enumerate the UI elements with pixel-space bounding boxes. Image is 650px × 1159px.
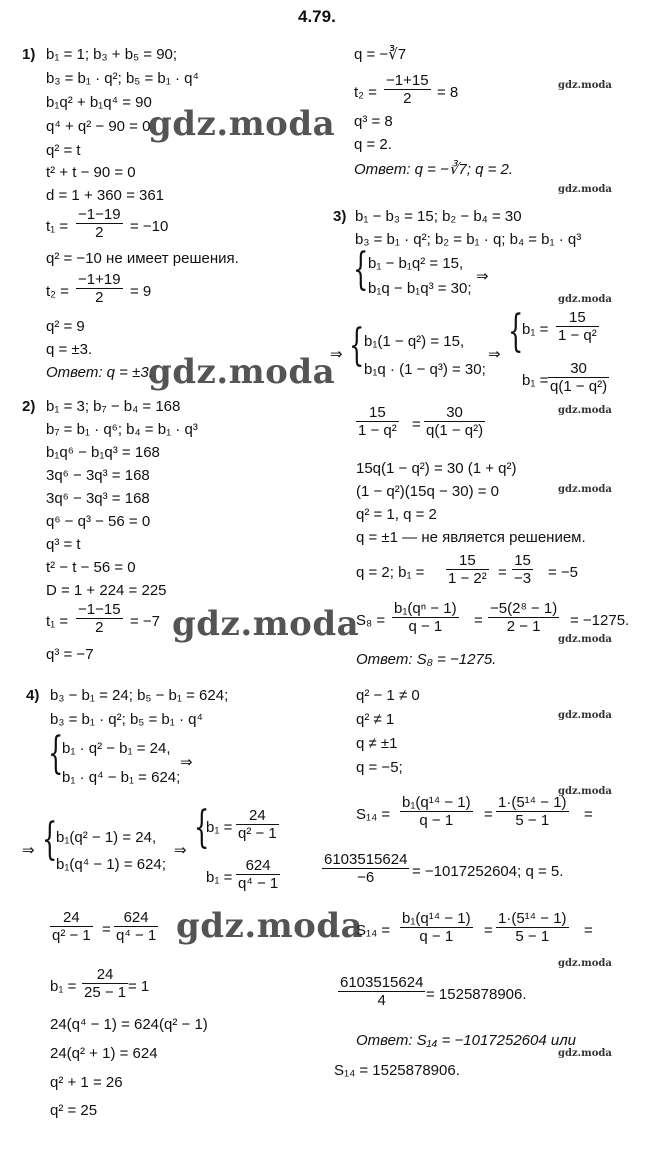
denominator: 1 − 2² (448, 570, 487, 587)
numerator: 15 (369, 404, 386, 421)
p1b-line: = 8 (437, 84, 459, 101)
p3-fraction-eqL (356, 404, 399, 439)
p3-answer: Ответ: S₈ = −1275. (356, 651, 497, 668)
p1-fraction-t2 (76, 271, 123, 306)
p4b-fraction-v1 (322, 851, 409, 886)
p3-fraction-eqR (424, 404, 485, 439)
numerator: 1·(5¹⁴ − 1) (498, 910, 567, 927)
equals-sign: = (498, 564, 507, 581)
p4b-line: = (484, 922, 493, 939)
p2-fraction (76, 601, 123, 636)
p4b-line: q² − 1 ≠ 0 (356, 687, 420, 704)
watermark-small: gdz.moda (558, 184, 612, 195)
numerator: −1+19 (78, 271, 121, 288)
p3-line: = −1275. (570, 612, 630, 629)
watermark-small: gdz.moda (558, 958, 612, 969)
p1-line: q⁴ + q² − 90 = 0 (46, 118, 151, 135)
problem-number: 4.79. (298, 7, 336, 26)
denominator: 4 (377, 992, 386, 1009)
p4b-line: = −1017252604; q = 5. (412, 863, 564, 880)
p4b-line: = (484, 806, 493, 823)
p3-line: q² = 1, q = 2 (356, 506, 437, 523)
brace: { (42, 814, 58, 865)
p2-line: D = 1 + 224 = 225 (46, 582, 167, 599)
denominator: q(1 − q²) (550, 378, 608, 395)
watermark-small: gdz.moda (558, 405, 612, 416)
p3-fraction-b1a (556, 309, 599, 344)
p4-line: b₁ = (206, 819, 233, 836)
numerator: 624 (123, 909, 149, 926)
denominator: q⁴ − 1 (238, 875, 279, 892)
p4-line: = (102, 921, 111, 938)
p1b-line: q³ = 8 (354, 113, 393, 130)
numerator: −1−19 (78, 206, 121, 223)
equals-sign: = (412, 416, 421, 433)
p3-line: q = 2; b₁ = (356, 564, 425, 581)
denominator: q² − 1 (238, 825, 277, 842)
denominator: 2 − 1 (506, 618, 541, 635)
denominator: 2 (403, 90, 412, 107)
p4b-fraction-v2 (338, 974, 425, 1009)
watermark-small: gdz.moda (558, 294, 612, 305)
watermark-small: gdz.moda (558, 1048, 612, 1059)
denominator: −6 (357, 869, 375, 886)
watermark: gdz.moda (148, 104, 336, 144)
p3-fraction-b1b (548, 360, 609, 395)
p4b-line: S₁₄ = (356, 806, 391, 823)
implies-arrow: ⇒ (330, 346, 343, 363)
p4b-fraction-s14d (496, 910, 569, 945)
watermark: gdz.moda (148, 352, 336, 392)
watermark-small: gdz.moda (558, 484, 612, 495)
p2-line: q³ = −7 (46, 646, 94, 663)
p3-line: b₁q · (1 − q³) = 30; (364, 361, 486, 378)
denominator: 5 − 1 (515, 812, 550, 829)
p1-line: q² = 9 (46, 318, 85, 335)
denominator: 2 (95, 619, 104, 636)
denominator: 5 − 1 (515, 928, 550, 945)
numerator: 15 (459, 552, 476, 569)
p4b-line: q ≠ ±1 (356, 735, 398, 752)
watermark-small: gdz.moda (558, 710, 612, 721)
p4-line: b₁ = (206, 869, 233, 886)
implies-arrow: ⇒ (22, 842, 35, 859)
numerator: −1+15 (386, 72, 429, 89)
p4b-line: q² ≠ 1 (356, 711, 395, 728)
p4b-line: q = −5; (356, 759, 403, 776)
numerator: 24 (96, 966, 114, 983)
p3-line: b₁ − b₁q² = 15, (368, 255, 464, 272)
denominator: q⁴ − 1 (116, 927, 157, 944)
p1b-answer: Ответ: q = −∛7; q = 2. (354, 161, 514, 178)
denominator: 25 − 1 (84, 984, 127, 1001)
p1-line: b₃ = b₁ · q²; b₅ = b₁ · q⁴ (46, 70, 199, 87)
denominator: q² − 1 (52, 927, 91, 944)
p4b-fraction-s14b (496, 794, 569, 829)
part-4-label: 4) (26, 687, 40, 704)
p2-line: b₁ = 3; b₇ − b₄ = 168 (46, 398, 181, 415)
p2-line: b₁q⁶ − b₁q³ = 168 (46, 444, 160, 461)
p4-line: = 1 (128, 978, 150, 995)
p3-fraction-s8a (392, 600, 459, 635)
numerator: −5(2⁸ − 1) (490, 600, 558, 617)
p2-line: 3q⁶ − 3q³ = 168 (46, 490, 150, 507)
p1b-line: q = −∛7 (354, 46, 407, 63)
brace: { (48, 728, 64, 779)
numerator: 1·(5¹⁴ − 1) (498, 794, 567, 811)
watermark: gdz.moda (176, 906, 364, 946)
p4-fraction-b1c (82, 966, 128, 1001)
watermark-small: gdz.moda (558, 634, 612, 645)
p3-line: (1 − q²)(15q − 30) = 0 (356, 483, 499, 500)
numerator: 15 (569, 309, 586, 326)
p1-line: d = 1 + 360 = 361 (46, 187, 165, 204)
p4-fraction-b1b (236, 857, 280, 892)
numerator: 6103515624 (340, 974, 424, 991)
part-1-label: 1) (22, 46, 36, 63)
p3-line: 15q(1 − q²) = 30 (1 + q²) (356, 460, 517, 477)
p4-line: q² + 1 = 26 (50, 1074, 123, 1091)
p1-line: t₂ = (46, 283, 69, 300)
p2-line: t₁ = (46, 613, 69, 630)
p4b-line: = 1525878906. (426, 986, 527, 1003)
p3-line: b₃ = b₁ · q²; b₂ = b₁ · q; b₄ = b₁ · q³ (355, 231, 582, 248)
numerator: 24 (63, 909, 80, 926)
numerator: 24 (249, 807, 266, 824)
p2-line: = −7 (130, 613, 161, 630)
p3-fraction-b1c (446, 552, 489, 587)
p4-line: b₃ − b₁ = 24; b₅ − b₁ = 624; (50, 687, 229, 704)
p4-line: b₁ = (50, 978, 77, 995)
p1b-fraction (384, 72, 431, 107)
p3-line: b₁ = (522, 321, 549, 338)
brace: { (508, 306, 524, 357)
p4-fraction-eqR (114, 909, 158, 944)
p2-line: q³ = t (46, 536, 81, 553)
equals-sign: = (474, 612, 483, 629)
numerator: b₁(q¹⁴ − 1) (402, 910, 471, 927)
numerator: 624 (245, 857, 271, 874)
numerator: 30 (446, 404, 463, 421)
p4-line: 24(q⁴ − 1) = 624(q² − 1) (50, 1016, 208, 1033)
implies-arrow: ⇒ (476, 268, 489, 285)
p2-line: 3q⁶ − 3q³ = 168 (46, 467, 150, 484)
watermark-small: gdz.moda (558, 80, 612, 91)
p3-fraction-b1d (512, 552, 533, 587)
p1-line: q² = −10 не имеет решения. (46, 250, 239, 267)
p3-fraction-s8b (488, 600, 559, 635)
p1-line: t₁ = (46, 218, 69, 235)
watermark: gdz.moda (172, 604, 360, 644)
p3-line: = −5 (548, 564, 579, 581)
p1-line: b₁ = 1; b₃ + b₅ = 90; (46, 46, 178, 63)
p3-line: b₁(1 − q²) = 15, (364, 333, 465, 350)
p4-line: q² = 25 (50, 1102, 98, 1119)
numerator: b₁(q¹⁴ − 1) (402, 794, 471, 811)
denominator: q − 1 (408, 618, 443, 635)
p1-fraction-t1 (76, 206, 123, 241)
p4b-line: S₁₄ = (356, 922, 391, 939)
brace: { (194, 802, 210, 853)
brace: { (353, 244, 369, 295)
part-2-label: 2) (22, 398, 36, 415)
p1-line: = 9 (130, 283, 152, 300)
denominator: 2 (95, 289, 104, 306)
p1-line: = −10 (130, 218, 169, 235)
p4b-answer: Ответ: S₁₄ = −1017252604 или (356, 1032, 577, 1049)
p4b-line: = (584, 806, 593, 823)
p4b-answer-cont: S₁₄ = 1525878906. (334, 1062, 460, 1079)
p1-line: q = ±3. (46, 341, 93, 358)
p1-answer: Ответ: q = ±3. (46, 364, 153, 381)
p2-line: b₇ = b₁ · q⁶; b₄ = b₁ · q³ (46, 421, 198, 438)
p4-fraction-b1a (236, 807, 279, 842)
p4-line: b₁ · q⁴ − b₁ = 624; (62, 769, 181, 786)
implies-arrow: ⇒ (174, 842, 187, 859)
p3-line: q = ±1 — не является решением. (356, 529, 586, 546)
p1-line: b₁q² + b₁q⁴ = 90 (46, 94, 152, 111)
denominator: q − 1 (419, 928, 454, 945)
denominator: q(1 − q²) (426, 422, 484, 439)
p1-line: q² = t (46, 142, 81, 159)
p3-line: S₈ = (356, 612, 386, 629)
p4b-fraction-s14a (400, 794, 473, 829)
denominator: q − 1 (419, 812, 454, 829)
denominator: 1 − q² (358, 422, 397, 439)
p4-line: b₁ · q² − b₁ = 24, (62, 740, 171, 757)
brace: { (349, 320, 365, 371)
implies-arrow: ⇒ (488, 346, 501, 363)
p4-line: 24(q² + 1) = 624 (50, 1045, 158, 1062)
p1-line: t² + t − 90 = 0 (46, 164, 136, 181)
denominator: 2 (95, 224, 104, 241)
p3-line: b₁ = (522, 372, 549, 389)
denominator: −3 (514, 570, 532, 587)
p1b-line: q = 2. (354, 136, 392, 153)
p3-line: b₁q − b₁q³ = 30; (368, 280, 472, 297)
numerator: −1−15 (78, 601, 121, 618)
p4-line: b₁(q² − 1) = 24, (56, 829, 157, 846)
numerator: b₁(qⁿ − 1) (394, 600, 457, 617)
numerator: 30 (570, 360, 587, 377)
p4b-line: = (584, 922, 593, 939)
p2-line: t² − t − 56 = 0 (46, 559, 136, 576)
watermark-small: gdz.moda (558, 786, 612, 797)
p1b-line: t₂ = (354, 84, 377, 101)
p4b-fraction-s14c (400, 910, 473, 945)
p2-line: q⁶ − q³ − 56 = 0 (46, 513, 151, 530)
numerator: 6103515624 (324, 851, 408, 868)
p3-line: b₁ − b₃ = 15; b₂ − b₄ = 30 (355, 208, 522, 225)
denominator: 1 − q² (558, 327, 597, 344)
p4-line: b₃ = b₁ · q²; b₅ = b₁ · q⁴ (50, 711, 203, 728)
p4-line: b₁(q⁴ − 1) = 624; (56, 856, 166, 873)
p4-fraction-eqL (50, 909, 93, 944)
numerator: 15 (514, 552, 531, 569)
part-3-label: 3) (333, 208, 347, 225)
implies-arrow: ⇒ (180, 754, 193, 771)
